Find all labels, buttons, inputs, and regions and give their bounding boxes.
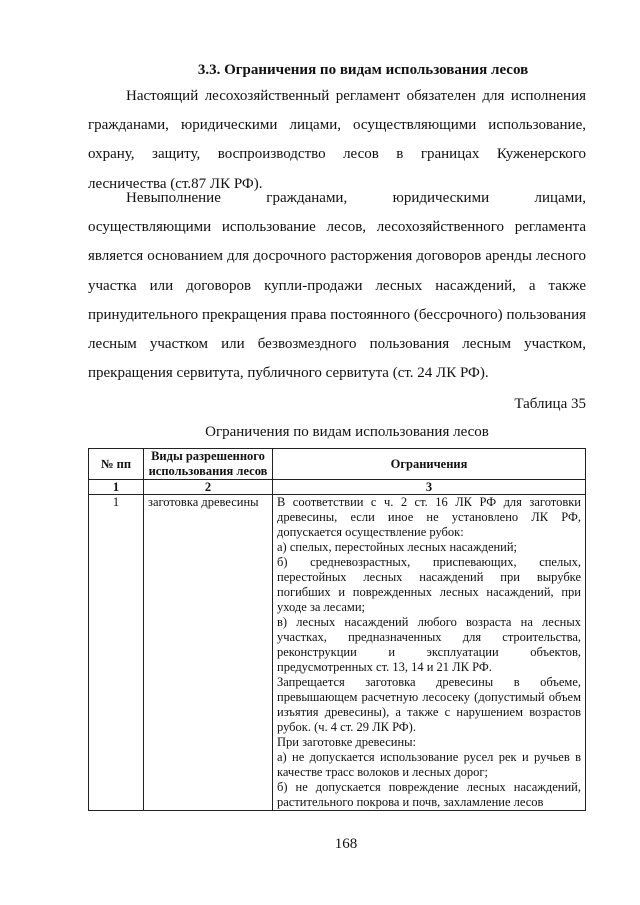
restriction-item: в) лесных насаждений любого возраста на лесных участках, предназначенных для строительства, реконструкции и эксплуатации объектов, предусмотренных ст. 13, 14 и 21 ЛК РФ. (277, 615, 581, 674)
header-number: № пп (89, 449, 144, 480)
restriction-item: б) средневозрастных, приспевающих, спелых, перестойных лесных насаждений при вырубке погибших и поврежденных лесных насаждений, при уходе за лесами; (277, 555, 581, 614)
section-heading: 3.3. Ограничения по видам использования лесов (197, 62, 529, 78)
page-number: 168 (334, 836, 358, 852)
header-use-type: Виды разрешенного использования лесов (144, 449, 273, 480)
restriction-item: В соответствии с ч. 2 ст. 16 ЛК РФ для заготовки древесины, если иное не установлено ЛК РФ, допускается осуществление рубок: (277, 495, 581, 539)
column-number: 2 (144, 480, 273, 495)
row-number: 1 (89, 495, 144, 811)
table-header-row (89, 449, 586, 480)
row-use-type: заготовка древесины (144, 495, 273, 811)
table-number: Таблица 35 (514, 396, 586, 412)
header-restrictions: Ограничения (273, 449, 586, 480)
paragraph-2: Невыполнение гражданами, юридическими лицами, осуществляющими использование лесов, лесохозяйственного регламента является основанием для досрочного расторжения договоров аренды лесного участка или договоров купли-продажи лесных насаждений, а также принудительного прекращения права постоянного (бессрочного) пользования лесным участком или безвозмездного пользования лесным участком, прекращения сервитута, публичного сервитута (ст. 24 ЛК РФ). (88, 190, 586, 382)
restrictions-table (88, 448, 586, 811)
restriction-item: б) не допускается повреждение лесных насаждений, растительного покрова и почв, захламление лесов (277, 780, 581, 809)
table-row (89, 495, 586, 811)
paragraph-1: Настоящий лесохозяйственный регламент обязателен для исполнения гражданами, юридическими лицами, осуществляющими использование, охрану, защиту, воспроизводство лесов в границах Куженерского лесничества (ст.87 ЛК РФ). (88, 88, 586, 192)
restriction-item: а) не допускается использование русел рек и ручьев в качестве трасс волоков и лесных дорог; (277, 750, 581, 779)
column-number: 3 (273, 480, 586, 495)
restriction-item: а) спелых, перестойных лесных насаждений; (277, 540, 518, 554)
table-title: Ограничения по видам использования лесов (205, 424, 489, 440)
row-restrictions (273, 495, 586, 811)
column-number-row (89, 480, 586, 495)
restriction-item: Запрещается заготовка древесины в объеме, превышающем расчетную лесосеку (допустимый объем изъятия древесины), а также с нарушением возрастов рубок. (ч. 4 ст. 29 ЛК РФ). (277, 675, 581, 734)
restriction-item: При заготовке древесины: (277, 735, 417, 749)
column-number: 1 (89, 480, 144, 495)
